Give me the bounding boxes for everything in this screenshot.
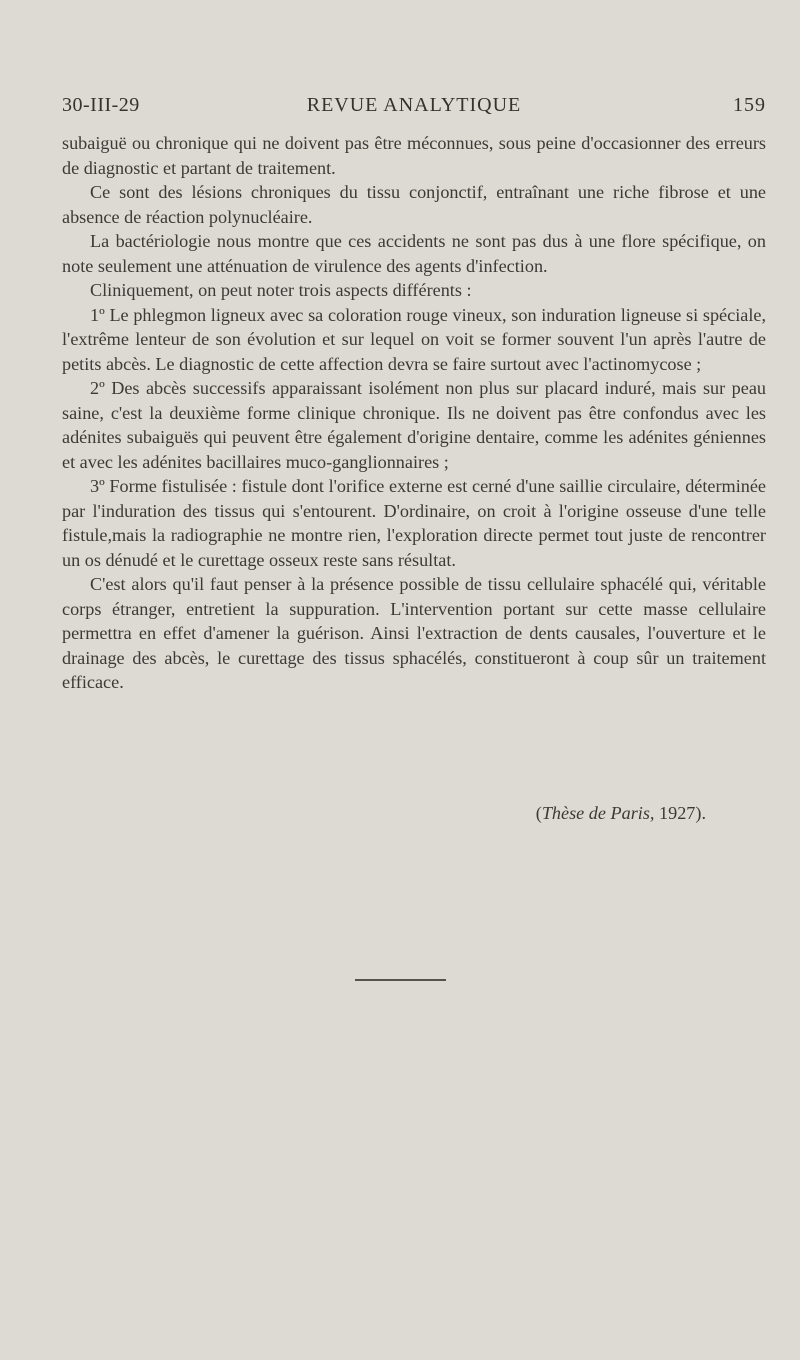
citation — [536, 803, 706, 824]
paragraph-aspect-3: 3º Forme fistulisée : fistule dont l'orifice externe est cerné d'une saillie circulaire, déterminée par l'induration des tissus qui s'entourent. D'ordinaire, on croit à l'origine osseuse d'une telle fistule,mais la radiographie ne montre rien, l'exploration directe permet tout juste de rencontrer un os dénudé et le curettage osseux reste sans résultat. — [62, 476, 766, 570]
article-body — [62, 131, 766, 695]
paragraph-aspect-1: 1º Le phlegmon ligneux avec sa coloration rouge vineux, son induration ligneuse si spéciale, l'extrême lenteur de son évolution et sur lequel on voit se former souvent l'un après l'autre de petits abcès. Le diagnostic de cette affection devra se faire surtout avec l'actinomycose ; — [62, 304, 766, 374]
paragraph-continuation: subaiguë ou chronique qui ne doivent pas être méconnues, sous peine d'occasionner des erreurs de diagnostic et partant de traitement. — [62, 133, 766, 178]
page-number: 159 — [733, 94, 766, 116]
citation-open: ( — [535, 803, 542, 823]
issue-date: 30-III-29 — [62, 94, 140, 116]
paragraph-clinical-intro: Cliniquement, on peut noter trois aspects différents : — [90, 280, 472, 300]
paragraph-bacteriology: La bactériologie nous montre que ces accidents ne sont pas dus à une flore spécifique, on note seulement une atténuation de virulence des agents d'infection. — [62, 231, 766, 276]
section-divider — [355, 979, 446, 981]
journal-title: REVUE ANALYTIQUE — [306, 94, 522, 116]
paragraph-conclusion: C'est alors qu'il faut penser à la présence possible de tissu cellulaire sphacélé qui, véritable corps étranger, entretient la suppuration. L'intervention portant sur cette masse cellulaire permettra en effet d'amener la guérison. Ainsi l'extraction de dents causales, l'ouverture et le drainage des abcès, le curettage des tissus sphacélés, constitueront à coup sûr un traitement efficace. — [62, 574, 766, 692]
citation-title: Thèse de Paris, — [541, 803, 655, 823]
paragraph-aspect-2: 2º Des abcès successifs apparaissant isolément non plus sur placard induré, mais sur peau saine, c'est la deuxième forme clinique chronique. Ils ne doivent pas être confondus avec les adénites subaiguës qui peuvent être également d'origine dentaire, comme les adénites géniennes et avec les adénites bacillaires muco-ganglionnaires ; — [62, 378, 766, 472]
running-header — [62, 94, 766, 120]
paragraph-lesions: Ce sont des lésions chroniques du tissu conjonctif, entraînant une riche fibrose et une absence de réaction polynucléaire. — [62, 182, 766, 227]
citation-year: 1927). — [654, 803, 706, 823]
